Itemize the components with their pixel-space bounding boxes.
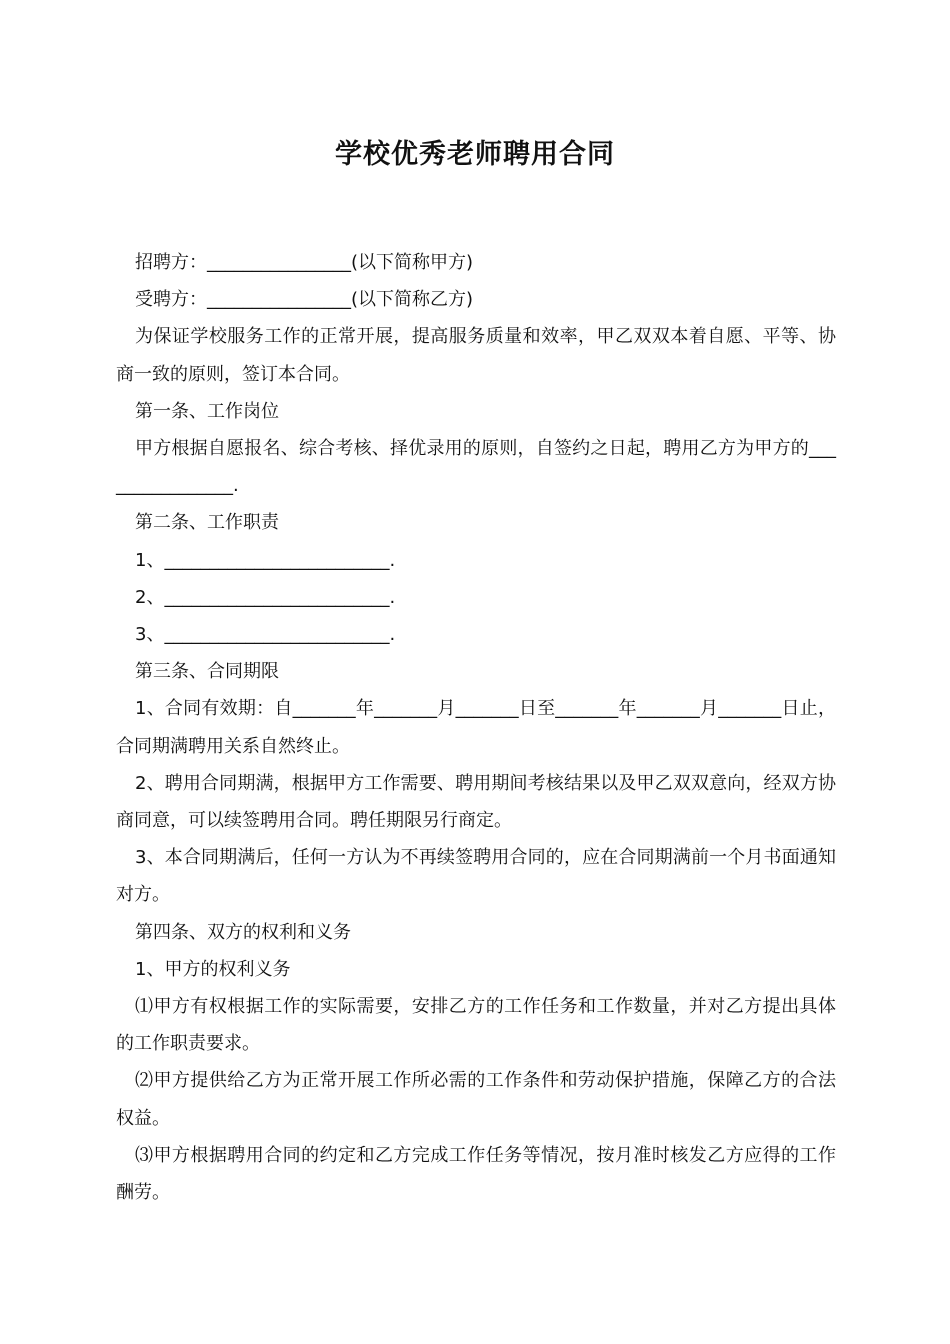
article-2-heading: 第二条、工作职责	[135, 512, 279, 534]
duty-item-1: 1、_________________________.	[135, 549, 396, 571]
article-4-heading: 第四条、双方的权利和义务	[135, 921, 351, 943]
party-a-right-1: ⑴甲方有权根据工作的实际需要，安排乙方的工作任务和工作数量，并对乙方提出具体的工作职责要求。	[116, 996, 836, 1055]
article-1-paragraph: 甲方根据自愿报名、综合考核、择优录用的原则，自签约之日起，聘用乙方为甲方的________________.	[116, 438, 836, 497]
party-a-right-2: ⑵甲方提供给乙方为正常开展工作所必需的工作条件和劳动保护措施，保障乙方的合法权益。	[116, 1070, 836, 1129]
term-item-1: 1、合同有效期：自_______年_______月_______日至_______年_______月_______日止，合同期满聘用关系自然终止。	[116, 698, 836, 757]
duty-item-3: 3、_________________________.	[135, 624, 396, 646]
article-3-heading: 第三条、合同期限	[135, 661, 279, 683]
party-a-right-3: ⑶甲方根据聘用合同的约定和乙方完成工作任务等情况，按月准时核发乙方应得的工作酬劳。	[116, 1144, 836, 1204]
term-item-3: 3、本合同期满后，任何一方认为不再续签聘用合同的，应在合同期满前一个月书面通知对方。	[116, 847, 836, 906]
party-a-rights-heading: 1、甲方的权利义务	[135, 958, 291, 980]
duty-item-2: 2、_________________________.	[135, 586, 396, 608]
party-b-line: 受聘方：________________(以下简称乙方)	[135, 289, 474, 311]
term-item-2: 2、聘用合同期满，根据甲方工作需要、聘用期间考核结果以及甲乙双双意向，经双方协商同意，可以续签聘用合同。聘任期限另行商定。	[116, 772, 836, 832]
document-title: 学校优秀老师聘用合同	[335, 139, 615, 170]
preamble-paragraph: 为保证学校服务工作的正常开展，提高服务质量和效率，甲乙双双本着自愿、平等、协商一致的原则，签订本合同。	[116, 326, 836, 385]
article-1-heading: 第一条、工作岗位	[135, 400, 279, 422]
party-a-line: 招聘方：________________(以下简称甲方)	[135, 252, 474, 273]
document-body	[116, 244, 836, 1211]
